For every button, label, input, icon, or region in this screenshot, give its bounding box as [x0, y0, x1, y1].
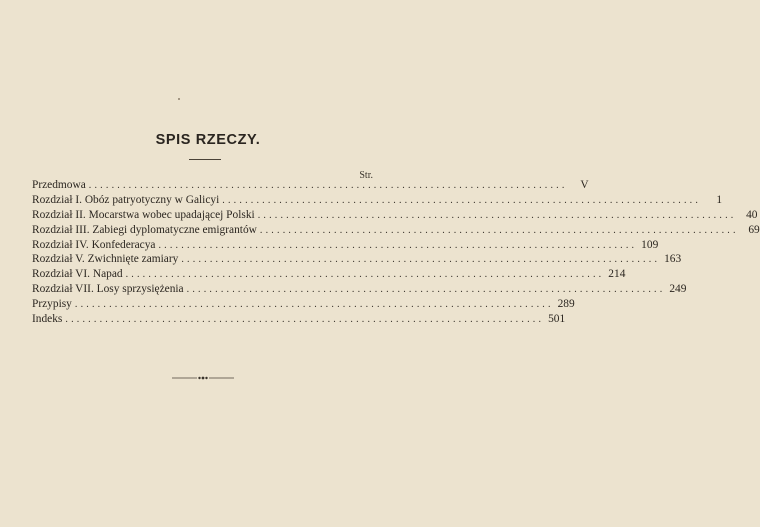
toc-entry-page: 40 — [746, 208, 758, 221]
toc-entry-page: 1 — [716, 193, 723, 206]
page-title: SPIS RZECZY. — [155, 132, 261, 148]
toc-entry-notes — [32, 297, 575, 312]
toc-entry-label: Rozdział IV. Konfederacya — [32, 238, 156, 251]
toc-leader-dots: .................................................................................... — [259, 224, 739, 236]
toc-leader-dots: .................................................................................... — [65, 314, 545, 326]
title-underline-rule — [189, 159, 221, 160]
toc-entry-label: Rozdział II. Mocarstwa wobec upadającej Polski — [32, 208, 255, 221]
toc-entry-page: 289 — [557, 298, 575, 311]
toc-entry-page: V — [580, 179, 589, 191]
toc-entry-label: Rozdział III. Zabiegi dyplomatyczne emigrantów — [32, 223, 257, 236]
toc-leader-dots: .................................................................................... — [257, 209, 737, 221]
toc-entry-chapter-3 — [32, 223, 760, 238]
toc-entry-chapter-7 — [32, 282, 687, 297]
toc-entry-page: 69 — [748, 223, 760, 236]
toc-entry-chapter-6 — [32, 267, 626, 282]
toc-leader-dots: .................................................................................... — [88, 180, 568, 191]
toc-leader-dots: .................................................................................... — [181, 254, 661, 266]
toc-entry-label: Rozdział I. Obóz patryotyczny w Galicyi — [32, 193, 220, 206]
toc-entry-label: Rozdział VI. Napad — [32, 268, 123, 281]
toc-entry-index — [32, 312, 566, 327]
toc-entry-label: Rozdział VII. Losy sprzysiężenia — [32, 283, 184, 296]
toc-entry-page: 163 — [664, 253, 682, 266]
toc-entry-label: Przedmowa — [32, 179, 86, 191]
toc-entry-preface — [32, 178, 589, 193]
toc-entry-chapter-5 — [32, 252, 682, 267]
table-of-contents — [32, 178, 760, 327]
page-speck — [178, 98, 180, 100]
toc-entry-page: 214 — [608, 268, 626, 281]
toc-entry-chapter-1 — [32, 193, 723, 208]
toc-entry-chapter-4 — [32, 238, 659, 253]
ornamental-divider — [172, 376, 234, 380]
toc-entry-page: 501 — [548, 313, 566, 326]
toc-leader-dots: .................................................................................... — [125, 269, 605, 281]
toc-entry-label: Rozdział V. Zwichnięte zamiary — [32, 253, 179, 266]
toc-leader-dots: .................................................................................... — [158, 239, 638, 251]
toc-entry-chapter-2 — [32, 208, 758, 223]
page-column-label: Str. — [359, 170, 373, 181]
toc-leader-dots: .................................................................................... — [186, 284, 666, 296]
toc-entry-label: Indeks — [32, 313, 63, 326]
toc-entry-page: 249 — [669, 283, 687, 296]
toc-leader-dots: .................................................................................... — [74, 299, 554, 311]
toc-entry-page: 109 — [641, 238, 659, 251]
toc-leader-dots: .................................................................................... — [222, 194, 702, 206]
toc-entry-label: Przypisy — [32, 298, 72, 311]
